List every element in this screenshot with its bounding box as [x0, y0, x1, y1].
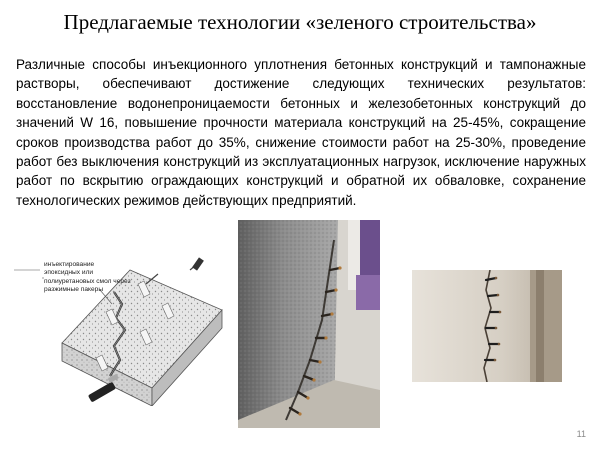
wall-photo	[238, 220, 380, 428]
injection-diagram	[10, 248, 232, 406]
crack-photo	[412, 270, 562, 382]
body-paragraph: Различные способы инъекционного уплотнения бетонных конструкций и тампонажные растворы, обеспечивают достижение следующих технических результатов: восстановление водонепроницаемости бетонных и железобетонных конструкций до значений W 16, повышение прочности материала конструкций на 25-45%, сокращение сроков производства работ до 35%, снижение стоимости работ на 25-30%, проведение работ без выключения конструкций из эксплуатационных нагрузок, исключение наружных работ по вскрытию ограждающих конструкций и обратной их обваловке, сохранение технологических режимов действующих предприятий.	[16, 57, 586, 208]
crack-with-packers-photo	[412, 270, 562, 382]
page-number: 11	[576, 429, 586, 439]
wall-with-injection-packers-photo	[238, 220, 380, 428]
diagram-caption: инъектирование эпоксидных или полиуретановых смол через разжимные пакеры	[44, 261, 131, 293]
slide-title: Предлагаемые технологии «зеленого строительства»	[63, 10, 537, 34]
